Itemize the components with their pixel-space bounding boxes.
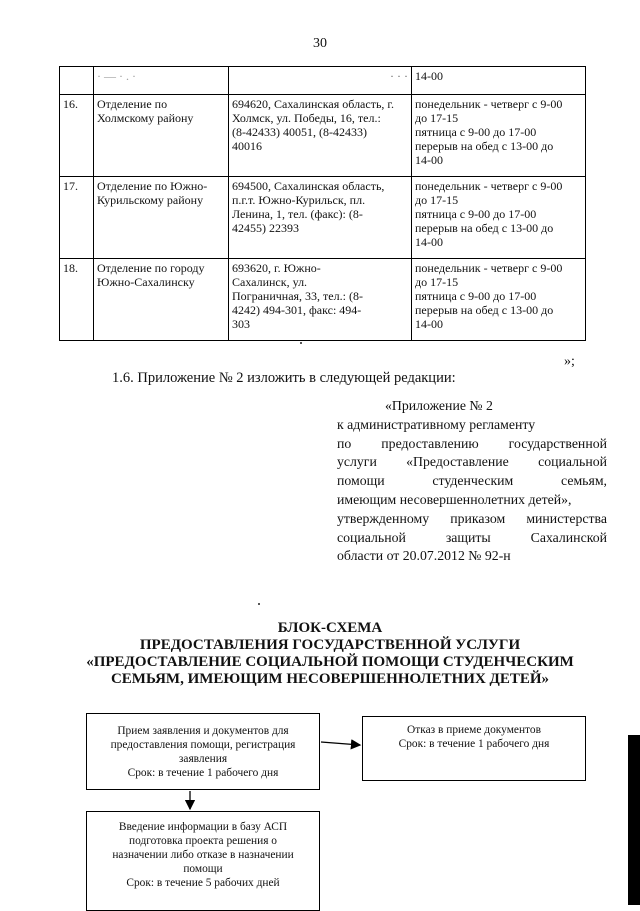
word: семьям,	[561, 473, 607, 489]
line: до 17-15	[415, 111, 459, 125]
appendix-line: к административному регламенту	[337, 416, 536, 432]
word: предоставлению	[381, 435, 479, 451]
appendix-header	[337, 397, 607, 566]
cell-address	[229, 177, 412, 259]
line: до 17-15	[415, 193, 459, 207]
line: до 17-15	[415, 275, 459, 289]
cell-name	[94, 259, 229, 341]
line: перерыв на обед с 13-00 до	[415, 139, 554, 153]
line: Сахалинск, ул.	[232, 275, 308, 289]
line: 693620, г. Южно-	[232, 261, 321, 275]
line: Южно-Сахалинску	[97, 275, 195, 289]
scheme-title	[60, 620, 600, 688]
word: по	[337, 435, 352, 451]
line: 14-00	[415, 317, 443, 331]
scan-edge-bar	[628, 735, 640, 905]
cell-num	[60, 67, 94, 95]
line: 40016	[232, 139, 262, 153]
line: 694620, Сахалинская область, г.	[232, 97, 394, 111]
cell-address: · · ·	[229, 67, 412, 95]
word: студенческим	[432, 473, 514, 489]
cell-name	[94, 95, 229, 177]
box-line: заявления	[178, 752, 228, 765]
box-line: Отказ в приеме документов	[407, 724, 541, 736]
line: пятница с 9-00 до 17-00	[415, 207, 537, 221]
appendix-line	[337, 435, 607, 454]
line: перерыв на обед с 13-00 до	[415, 221, 554, 235]
cell-hours	[412, 67, 586, 95]
line: Отделение по Южно-	[97, 179, 208, 193]
line: 42455) 22393	[232, 221, 299, 235]
line: Отделение по городу	[97, 261, 205, 275]
appendix-line	[337, 453, 607, 472]
title-line: СЕМЬЯМ, ИМЕЮЩИМ НЕСОВЕРШЕННОЛЕТНИХ ДЕТЕЙ»	[110, 671, 550, 687]
cell-name: · — · . ·	[94, 67, 229, 95]
line: пятница с 9-00 до 17-00	[415, 125, 537, 139]
flow-box-refusal	[362, 716, 586, 781]
title-line: ПРЕДОСТАВЛЕНИЯ ГОСУДАРСТВЕННОЙ УСЛУГИ	[139, 637, 521, 653]
title-line: БЛОК-СХЕМА	[277, 620, 383, 636]
cell-hours	[412, 95, 586, 177]
line: перерыв на обед с 13-00 до	[415, 303, 554, 317]
appendix-line	[337, 472, 607, 491]
line: 303	[232, 317, 250, 331]
line: Пограничная, 33, тел.: (8-	[232, 289, 363, 303]
cell-address	[229, 259, 412, 341]
appendix-title: «Приложение № 2	[385, 398, 493, 413]
word: услуги	[337, 454, 377, 470]
line: Холмскому району	[97, 111, 194, 125]
appendix-line: имеющим несовершеннолетних детей»,	[337, 491, 572, 507]
line: 14-00	[415, 69, 443, 83]
box-line: Введение информации в базу АСП	[118, 821, 288, 833]
line: понедельник - четверг с 9-00	[415, 179, 563, 193]
word: утвержденному	[337, 510, 430, 526]
appendix-line	[337, 510, 607, 529]
box-line: Прием заявления и документов для	[117, 724, 289, 737]
word: помощи	[337, 473, 385, 489]
box-line: подготовка проекта решения о	[129, 835, 277, 847]
cell-num: 18.	[60, 259, 94, 341]
line: 14-00	[415, 235, 443, 249]
word: министерства	[526, 510, 607, 526]
cell-num: 17.	[60, 177, 94, 259]
line: п.г.т. Южно-Курильск, пл.	[232, 193, 366, 207]
arrow-to-refusal	[321, 742, 360, 745]
cell-num: 16.	[60, 95, 94, 177]
word: «Предоставление	[406, 454, 509, 470]
line: Ленина, 1, тел. (факс): (8-	[232, 207, 363, 221]
line: (8-42433) 40051, (8-42433)	[232, 125, 367, 139]
box-line: предоставления помощи, регистрация	[110, 738, 296, 751]
line: Холмск, ул. Победы, 16, тел.:	[232, 111, 381, 125]
line: 694500, Сахалинская область,	[232, 179, 385, 193]
line: Отделение по	[97, 97, 168, 111]
appendix-line: области от 20.07.2012 № 92-н	[337, 548, 511, 564]
word: социальной	[337, 529, 406, 545]
box-line: Срок: в течение 5 рабочих дней	[126, 877, 280, 889]
line: 14-00	[415, 153, 443, 167]
line: Курильскому району	[97, 193, 204, 207]
cell-name	[94, 177, 229, 259]
line: понедельник - четверг с 9-00	[415, 97, 563, 111]
word: приказом	[450, 510, 506, 526]
offices-table	[59, 66, 586, 341]
word: государственной	[508, 435, 607, 451]
line: понедельник - четверг с 9-00	[415, 261, 563, 275]
table-row	[60, 95, 586, 177]
scan-speck	[258, 603, 260, 605]
flow-box-reception	[86, 713, 320, 790]
flow-box-database-entry	[86, 811, 320, 911]
line: пятница с 9-00 до 17-00	[415, 289, 537, 303]
scan-speck	[300, 342, 302, 344]
box-line: назначении либо отказе в назначении	[112, 849, 294, 861]
appendix-line	[337, 529, 607, 548]
amendment-text: 1.6. Приложение № 2 изложить в следующей редакции:	[112, 370, 456, 386]
page-number: 30	[313, 36, 327, 51]
word: защиты	[445, 529, 491, 545]
title-line: «ПРЕДОСТАВЛЕНИЕ СОЦИАЛЬНОЙ ПОМОЩИ СТУДЕНЧЕСКИМ	[86, 654, 574, 670]
box-line: Срок: в течение 1 рабочего дня	[398, 738, 550, 750]
word: социальной	[538, 454, 607, 470]
cell-hours	[412, 177, 586, 259]
line: 4242) 494-301, факс: 494-	[232, 303, 362, 317]
cell-address	[229, 95, 412, 177]
box-line: Срок: в течение 1 рабочего дня	[127, 766, 279, 779]
closing-quote: »;	[564, 354, 575, 369]
table-row	[60, 67, 586, 95]
box-line: помощи	[183, 863, 223, 875]
table-row	[60, 177, 586, 259]
cell-hours	[412, 259, 586, 341]
table-row	[60, 259, 586, 341]
word: Сахалинской	[530, 529, 607, 545]
